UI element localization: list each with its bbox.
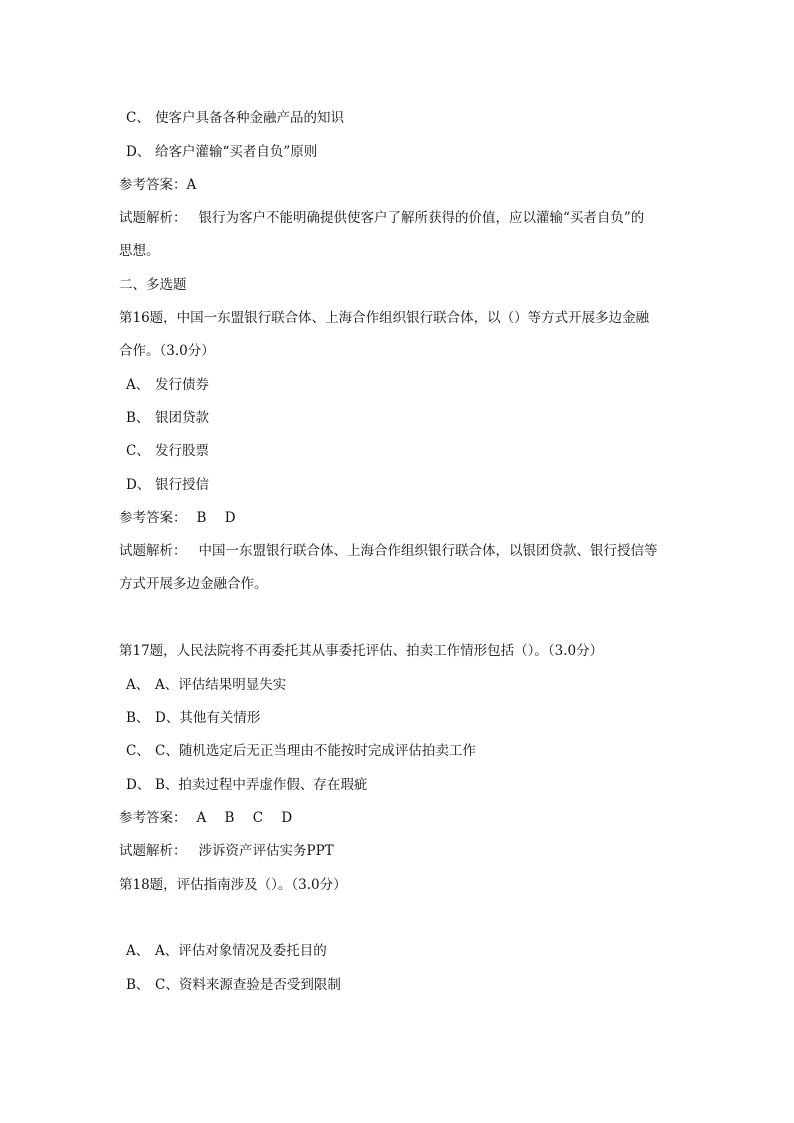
option-letter: D、 <box>126 144 151 160</box>
option-text: A、评估对象情况及委托目的 <box>155 943 327 959</box>
q17-option-d <box>126 775 691 795</box>
q16-option-a <box>126 375 691 395</box>
option-text: C、随机选定后无正当理由不能按时完成评估拍卖工作 <box>155 743 476 759</box>
option-text: D、其他有关情形 <box>155 710 261 726</box>
answer-value: A B C D <box>196 810 293 826</box>
explanation-label: 试题解析： <box>119 543 187 559</box>
explanation-text: 涉诉资产评估实务PPT <box>198 843 334 859</box>
q17-option-c <box>126 741 691 761</box>
q18-option-a <box>126 941 691 961</box>
q17-answer <box>119 808 684 828</box>
explanation-text: 中国一东盟银行联合体、上海合作组织银行联合体，以银团贷款、银行授信等 <box>198 543 658 559</box>
option-text: C、资料来源查验是否受到限制 <box>155 977 341 993</box>
q18-stem: 第18题，评估指南涉及（）。（3.0分） <box>119 877 347 893</box>
explanation-text: 银行为客户不能明确提供使客户了解所获得的价值，应以灌输“买者自负”的 <box>198 210 645 226</box>
option-text: 使客户具备各种金融产品的知识 <box>155 110 344 126</box>
explanation-label: 试题解析： <box>119 210 187 226</box>
q16-stem: 第16题，中国一东盟银行联合体、上海合作组织银行联合体，以（）等方式开展多边金融 <box>119 310 650 326</box>
answer-label: 参考答案： <box>119 177 187 193</box>
option-text: 银行授信 <box>155 477 209 493</box>
option-text: B、拍卖过程中弄虚作假、存在瑕疵 <box>155 777 368 793</box>
q17-option-b <box>126 708 691 728</box>
option-text: 发行债券 <box>155 377 209 393</box>
q17-option-a <box>126 675 691 695</box>
section-title: 二、多选题 <box>119 277 187 293</box>
option-letter: D、 <box>126 477 151 493</box>
option-letter: C、 <box>126 743 150 759</box>
q17-explanation <box>119 841 684 861</box>
q15-explanation <box>119 208 684 228</box>
q15-option-c <box>126 108 691 128</box>
option-letter: A、 <box>126 677 150 693</box>
answer-label: 参考答案： <box>119 510 187 526</box>
q18-option-b <box>126 975 691 995</box>
answer-value: A <box>186 177 197 193</box>
explanation-label: 试题解析： <box>119 843 187 859</box>
q16-option-d <box>126 475 691 495</box>
answer-value: B D <box>196 510 236 526</box>
option-letter: D、 <box>126 777 151 793</box>
q15-option-d <box>126 142 691 162</box>
option-text: 银团贷款 <box>155 410 209 426</box>
answer-label: 参考答案： <box>119 810 187 826</box>
q16-explanation <box>119 541 684 561</box>
option-text: A、评估结果明显失实 <box>155 677 287 693</box>
q16-explanation-cont: 方式开展多边金融合作。 <box>119 576 268 592</box>
q16-option-b <box>126 408 691 428</box>
option-text: 给客户灌输“买者自负”原则 <box>155 144 318 160</box>
option-letter: B、 <box>126 710 150 726</box>
q15-explanation-cont: 思想。 <box>119 243 160 259</box>
option-text: 发行股票 <box>155 443 209 459</box>
option-letter: B、 <box>126 410 150 426</box>
option-letter: A、 <box>126 943 150 959</box>
option-letter: C、 <box>126 110 150 126</box>
option-letter: A、 <box>126 377 150 393</box>
q15-answer <box>119 175 684 195</box>
q17-stem: 第17题，人民法院将不再委托其从事委托评估、拍卖工作情形包括（）。（3.0分） <box>119 643 604 659</box>
option-letter: B、 <box>126 977 150 993</box>
q16-answer <box>119 508 684 528</box>
q16-option-c <box>126 441 691 461</box>
q16-stem-cont: 合作。（3.0分） <box>119 343 215 359</box>
option-letter: C、 <box>126 443 150 459</box>
